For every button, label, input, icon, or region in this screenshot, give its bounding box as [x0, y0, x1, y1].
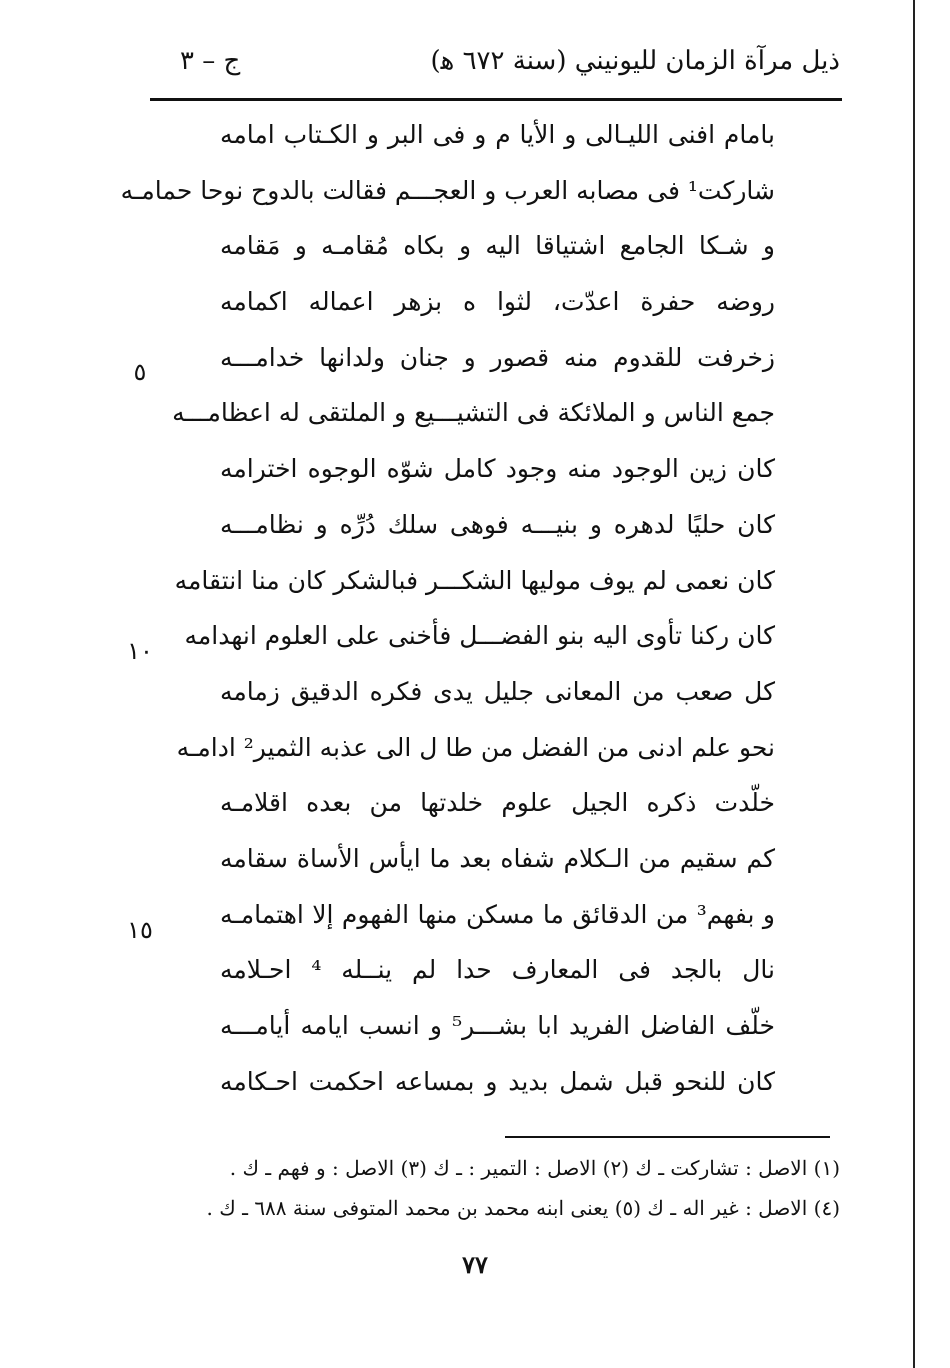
verse-line — [190, 502, 790, 558]
verse-line — [190, 223, 790, 279]
verse-line — [174, 558, 790, 614]
verse-text: زخرفت للقدوم منه قصور و جنان ولدانها خدامـــه — [220, 342, 775, 372]
verse-line — [190, 892, 790, 948]
footnote-rule — [505, 1136, 830, 1138]
verse-line — [190, 780, 790, 836]
verse-text: كان للنحو قبل شمل بديد و بمساعه احكمت احـكامه — [220, 1066, 775, 1096]
verse-line — [190, 1003, 790, 1059]
verse-text: روضه حفرة اعدّت، لثوا ه بزهر اعماله اكمامه — [220, 287, 775, 317]
verse-text: خلّدت ذكره الجيل علوم خلدتها من بعده اقلامـه — [220, 788, 775, 818]
verse-line — [120, 168, 790, 224]
verse-line — [172, 390, 790, 446]
volume-label: ج – ٣ — [180, 46, 241, 76]
verse-line — [190, 1059, 790, 1115]
footnote-line: (١) الاصل : تشاركت ـ ك (٢) الاصل : التمير : ـ ك (٣) الاصل : و فهم ـ ك . — [229, 1156, 840, 1180]
verse-text: كان ركنا تأوى اليه بنو الفضـــل فأخنى على العلوم انهدامه — [184, 621, 775, 651]
verse-line — [190, 669, 790, 725]
verse-line — [190, 279, 790, 335]
running-header — [150, 46, 840, 96]
page-edge-line — [913, 0, 915, 1368]
verse-text: كان حليًا لدهره و بنيـــه فوهى سلك دُرِّه و نظامـــه — [220, 509, 775, 539]
verse-line — [190, 112, 790, 168]
footnote-line: (٤) الاصل : غير اله ـ ك (٥) يعنى ابنه محمد بن محمد المتوفى سنة ٦٨٨ ـ ك . — [206, 1196, 840, 1220]
verse-text: شاركت¹ فى مصابه العرب و العجـــم فقالت بالدوح نوحا حمامـه — [120, 175, 775, 205]
verse-text: كان زين الوجود منه وجود كامل شوّه الوجوه اخترامه — [220, 454, 775, 484]
verse-line — [184, 613, 790, 669]
verse-line — [176, 725, 790, 781]
verse-text: و بفهم³ من الدقائق ما مسكن منها الفهوم إلا اهتمامـه — [220, 899, 775, 929]
line-number-10: ١٠ — [127, 637, 153, 665]
verse-text: كم سقيم من الـكلام شفاه بعد ما ايأس الأساة سقامه — [220, 843, 775, 873]
verse-text: بامام افنى الليـالى و الأيا م و فى البر و الكـتاب امامه — [220, 120, 775, 149]
header-rule — [150, 98, 842, 101]
verse-line — [190, 335, 790, 391]
verse-text: نال بالجد فى المعارف حدا لم ينــله ⁴ احـلامه — [220, 955, 775, 985]
verse-text: خلّف الفاضل الفريد ابا بشـــر⁵ و انسب ايامه أيامـــه — [220, 1011, 775, 1040]
verse-text: كان نعمى لم يوف موليها الشكـــر فبالشكر كان منا انتقامه — [174, 565, 775, 595]
verse-line — [190, 947, 790, 1003]
verse-line — [190, 446, 790, 502]
verse-line — [190, 836, 790, 892]
verse-text: كل صعب من المعانى جليل يدى فكره الدقيق زمامه — [220, 676, 775, 706]
page-number: ٧٧ — [462, 1250, 488, 1279]
verse-text: نحو علم ادنى من الفضل من طا ل الى عذبه الثمير² ادامـه — [176, 732, 775, 762]
line-number-5: ٥ — [133, 358, 147, 386]
footnotes — [150, 1148, 840, 1228]
verse-text: جمع الناس و الملائكة فى التشيـــيع و الملتقى له اعظامـــه — [172, 398, 775, 428]
verse-text: و شـكا الجامع اشتياقا اليه و بكاه مُقامـه و مَقامه — [220, 231, 775, 261]
line-number-15: ١٥ — [127, 916, 153, 944]
running-title: ذيل مرآة الزمان لليونيني (سنة ٦٧٢ ﻫ) — [430, 46, 840, 76]
